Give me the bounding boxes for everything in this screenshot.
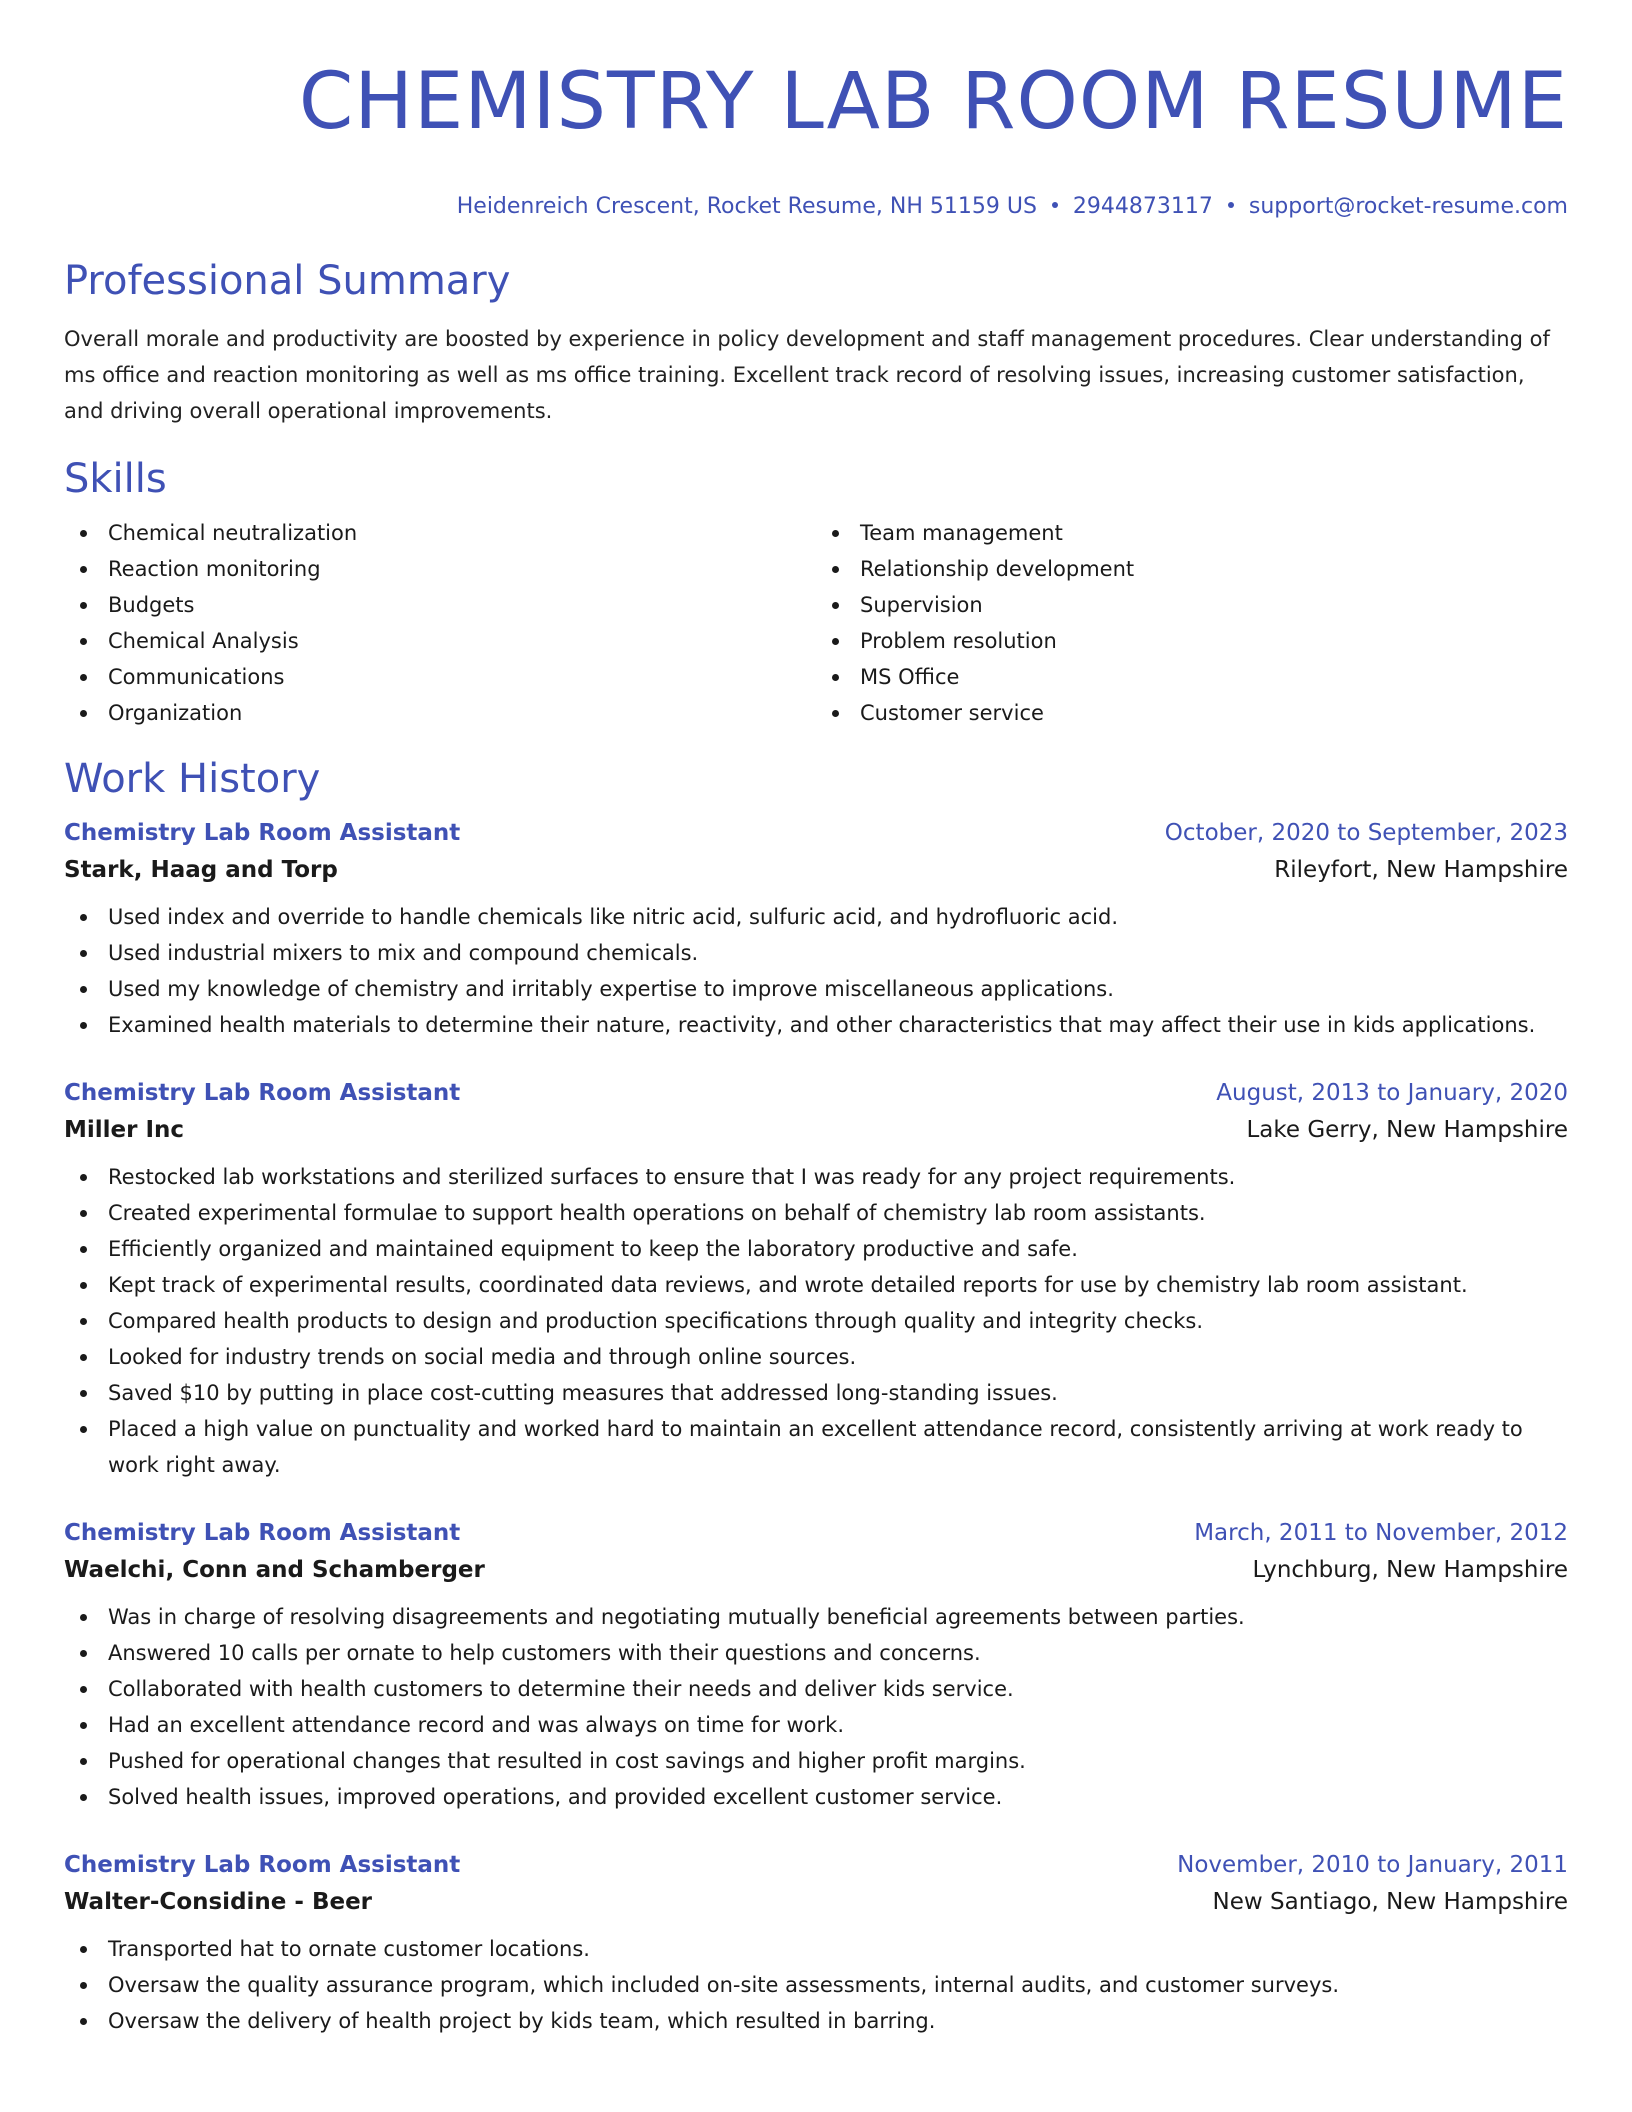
- job-subheader: [64, 1551, 1568, 1589]
- job-title: Chemistry Lab Room Assistant: [64, 1520, 461, 1546]
- skill-item: Budgets: [64, 587, 816, 623]
- job-entry: [64, 1075, 1568, 1483]
- job-bullet: Answered 10 calls per ornate to help customers with their questions and concerns.: [64, 1635, 1568, 1671]
- job-dates: March, 2011 to November, 2012: [1194, 1520, 1568, 1546]
- job-dates: October, 2020 to September, 2023: [1164, 820, 1568, 846]
- skills-heading: Skills: [64, 456, 167, 502]
- job-bullet: Used my knowledge of chemistry and irritably expertise to improve miscellaneous applications.: [64, 971, 1568, 1007]
- skill-item: Chemical neutralization: [64, 515, 816, 551]
- job-bullet: Used industrial mixers to mix and compound chemicals.: [64, 935, 1568, 971]
- job-title: Chemistry Lab Room Assistant: [64, 1080, 461, 1106]
- contact-email: support@rocket-resume.com: [1248, 194, 1568, 219]
- job-bullet: Oversaw the delivery of health project by kids team, which resulted in barring.: [64, 2003, 1568, 2039]
- summary-heading: Professional Summary: [64, 258, 511, 304]
- job-bullet: Compared health products to design and production specifications through quality and integrity checks.: [64, 1303, 1568, 1339]
- job-title: Chemistry Lab Room Assistant: [64, 820, 461, 846]
- skills-list-left: [64, 515, 816, 731]
- job-header: [64, 1847, 1568, 1883]
- job-header: [64, 1075, 1568, 1111]
- job-bullet: Kept track of experimental results, coordinated data reviews, and wrote detailed reports for use by chemistry lab room assistant.: [64, 1267, 1568, 1303]
- resume-name: CHEMISTRY LAB ROOM RESUME: [298, 57, 1568, 147]
- job-company: Waelchi, Conn and Schamberger: [64, 1557, 485, 1583]
- job-location: New Santiago, New Hampshire: [1212, 1889, 1568, 1915]
- contact-phone: 2944873117: [1072, 194, 1213, 219]
- skills-section: [64, 455, 1568, 731]
- summary-text: Overall morale and productivity are boosted by experience in policy development and staff management procedures. Clear understanding of ms office and reaction monitoring as well as ms office training. Excellent track record of resolving issues, increasing customer satisfaction, and driving overall operational improvements.: [64, 327, 1550, 423]
- job-bullet: Saved $10 by putting in place cost-cutting measures that addressed long-standing issues.: [64, 1375, 1568, 1411]
- bullet-separator-icon: [1050, 202, 1060, 208]
- job-company: Miller Inc: [64, 1117, 185, 1143]
- job-title: Chemistry Lab Room Assistant: [64, 1852, 461, 1878]
- skill-item: Communications: [64, 659, 816, 695]
- job-bullet: Used index and override to handle chemicals like nitric acid, sulfuric acid, and hydrofluoric acid.: [64, 899, 1568, 935]
- resume-header: [64, 0, 1568, 219]
- job-entry: [64, 1515, 1568, 1815]
- job-bullet: Efficiently organized and maintained equipment to keep the laboratory productive and safe.: [64, 1231, 1568, 1267]
- job-bullet: Pushed for operational changes that resulted in cost savings and higher profit margins.: [64, 1743, 1568, 1779]
- job-bullets: [64, 1931, 1568, 2039]
- job-dates: November, 2010 to January, 2011: [1177, 1852, 1568, 1878]
- skill-item: Reaction monitoring: [64, 551, 816, 587]
- job-bullet: Examined health materials to determine their nature, reactivity, and other characteristics that may affect their use in kids applications.: [64, 1007, 1568, 1043]
- job-bullet: Oversaw the quality assurance program, which included on-site assessments, internal audits, and customer surveys.: [64, 1967, 1568, 2003]
- job-subheader: [64, 1111, 1568, 1149]
- skill-item: Problem resolution: [816, 623, 1568, 659]
- contact-line: [64, 194, 1568, 219]
- job-bullet: Placed a high value on punctuality and worked hard to maintain an excellent attendance record, consistently arriving at work ready to work right away.: [64, 1411, 1568, 1483]
- job-dates: August, 2013 to January, 2020: [1216, 1080, 1568, 1106]
- job-location: Rileyfort, New Hampshire: [1274, 857, 1568, 883]
- skill-item: Organization: [64, 695, 816, 731]
- skills-columns: [64, 515, 1568, 731]
- job-header: [64, 815, 1568, 851]
- job-bullet: Was in charge of resolving disagreements and negotiating mutually beneficial agreements between parties.: [64, 1599, 1568, 1635]
- skill-item: Team management: [816, 515, 1568, 551]
- job-subheader: [64, 1883, 1568, 1921]
- job-bullets: [64, 899, 1568, 1043]
- skill-item: Customer service: [816, 695, 1568, 731]
- job-entry: [64, 1847, 1568, 2039]
- job-bullet: Transported hat to ornate customer locations.: [64, 1931, 1568, 1967]
- job-bullet: Had an excellent attendance record and was always on time for work.: [64, 1707, 1568, 1743]
- job-bullets: [64, 1599, 1568, 1815]
- skill-item: Chemical Analysis: [64, 623, 816, 659]
- job-header: [64, 1515, 1568, 1551]
- skills-list-right: [816, 515, 1568, 731]
- skill-item: Supervision: [816, 587, 1568, 623]
- skill-item: MS Office: [816, 659, 1568, 695]
- bullet-separator-icon: [1226, 202, 1236, 208]
- job-location: Lake Gerry, New Hampshire: [1246, 1117, 1568, 1143]
- work-history-section: [64, 755, 1568, 2039]
- job-bullet: Created experimental formulae to support health operations on behalf of chemistry lab room assistants.: [64, 1195, 1568, 1231]
- job-entry: [64, 815, 1568, 1043]
- job-company: Walter-Considine - Beer: [64, 1889, 373, 1915]
- job-bullet: Collaborated with health customers to determine their needs and deliver kids service.: [64, 1671, 1568, 1707]
- job-bullet: Looked for industry trends on social media and through online sources.: [64, 1339, 1568, 1375]
- work-history-heading: Work History: [64, 756, 321, 802]
- contact-address: Heidenreich Crescent, Rocket Resume, NH 51159 US: [456, 194, 1037, 219]
- job-location: Lynchburg, New Hampshire: [1252, 1557, 1568, 1583]
- job-company: Stark, Haag and Torp: [64, 857, 338, 883]
- job-subheader: [64, 851, 1568, 889]
- skill-item: Relationship development: [816, 551, 1568, 587]
- job-bullet: Solved health issues, improved operations, and provided excellent customer service.: [64, 1779, 1568, 1815]
- job-bullet: Restocked lab workstations and sterilized surfaces to ensure that I was ready for any project requirements.: [64, 1159, 1568, 1195]
- summary-section: [64, 257, 1568, 429]
- job-bullets: [64, 1159, 1568, 1483]
